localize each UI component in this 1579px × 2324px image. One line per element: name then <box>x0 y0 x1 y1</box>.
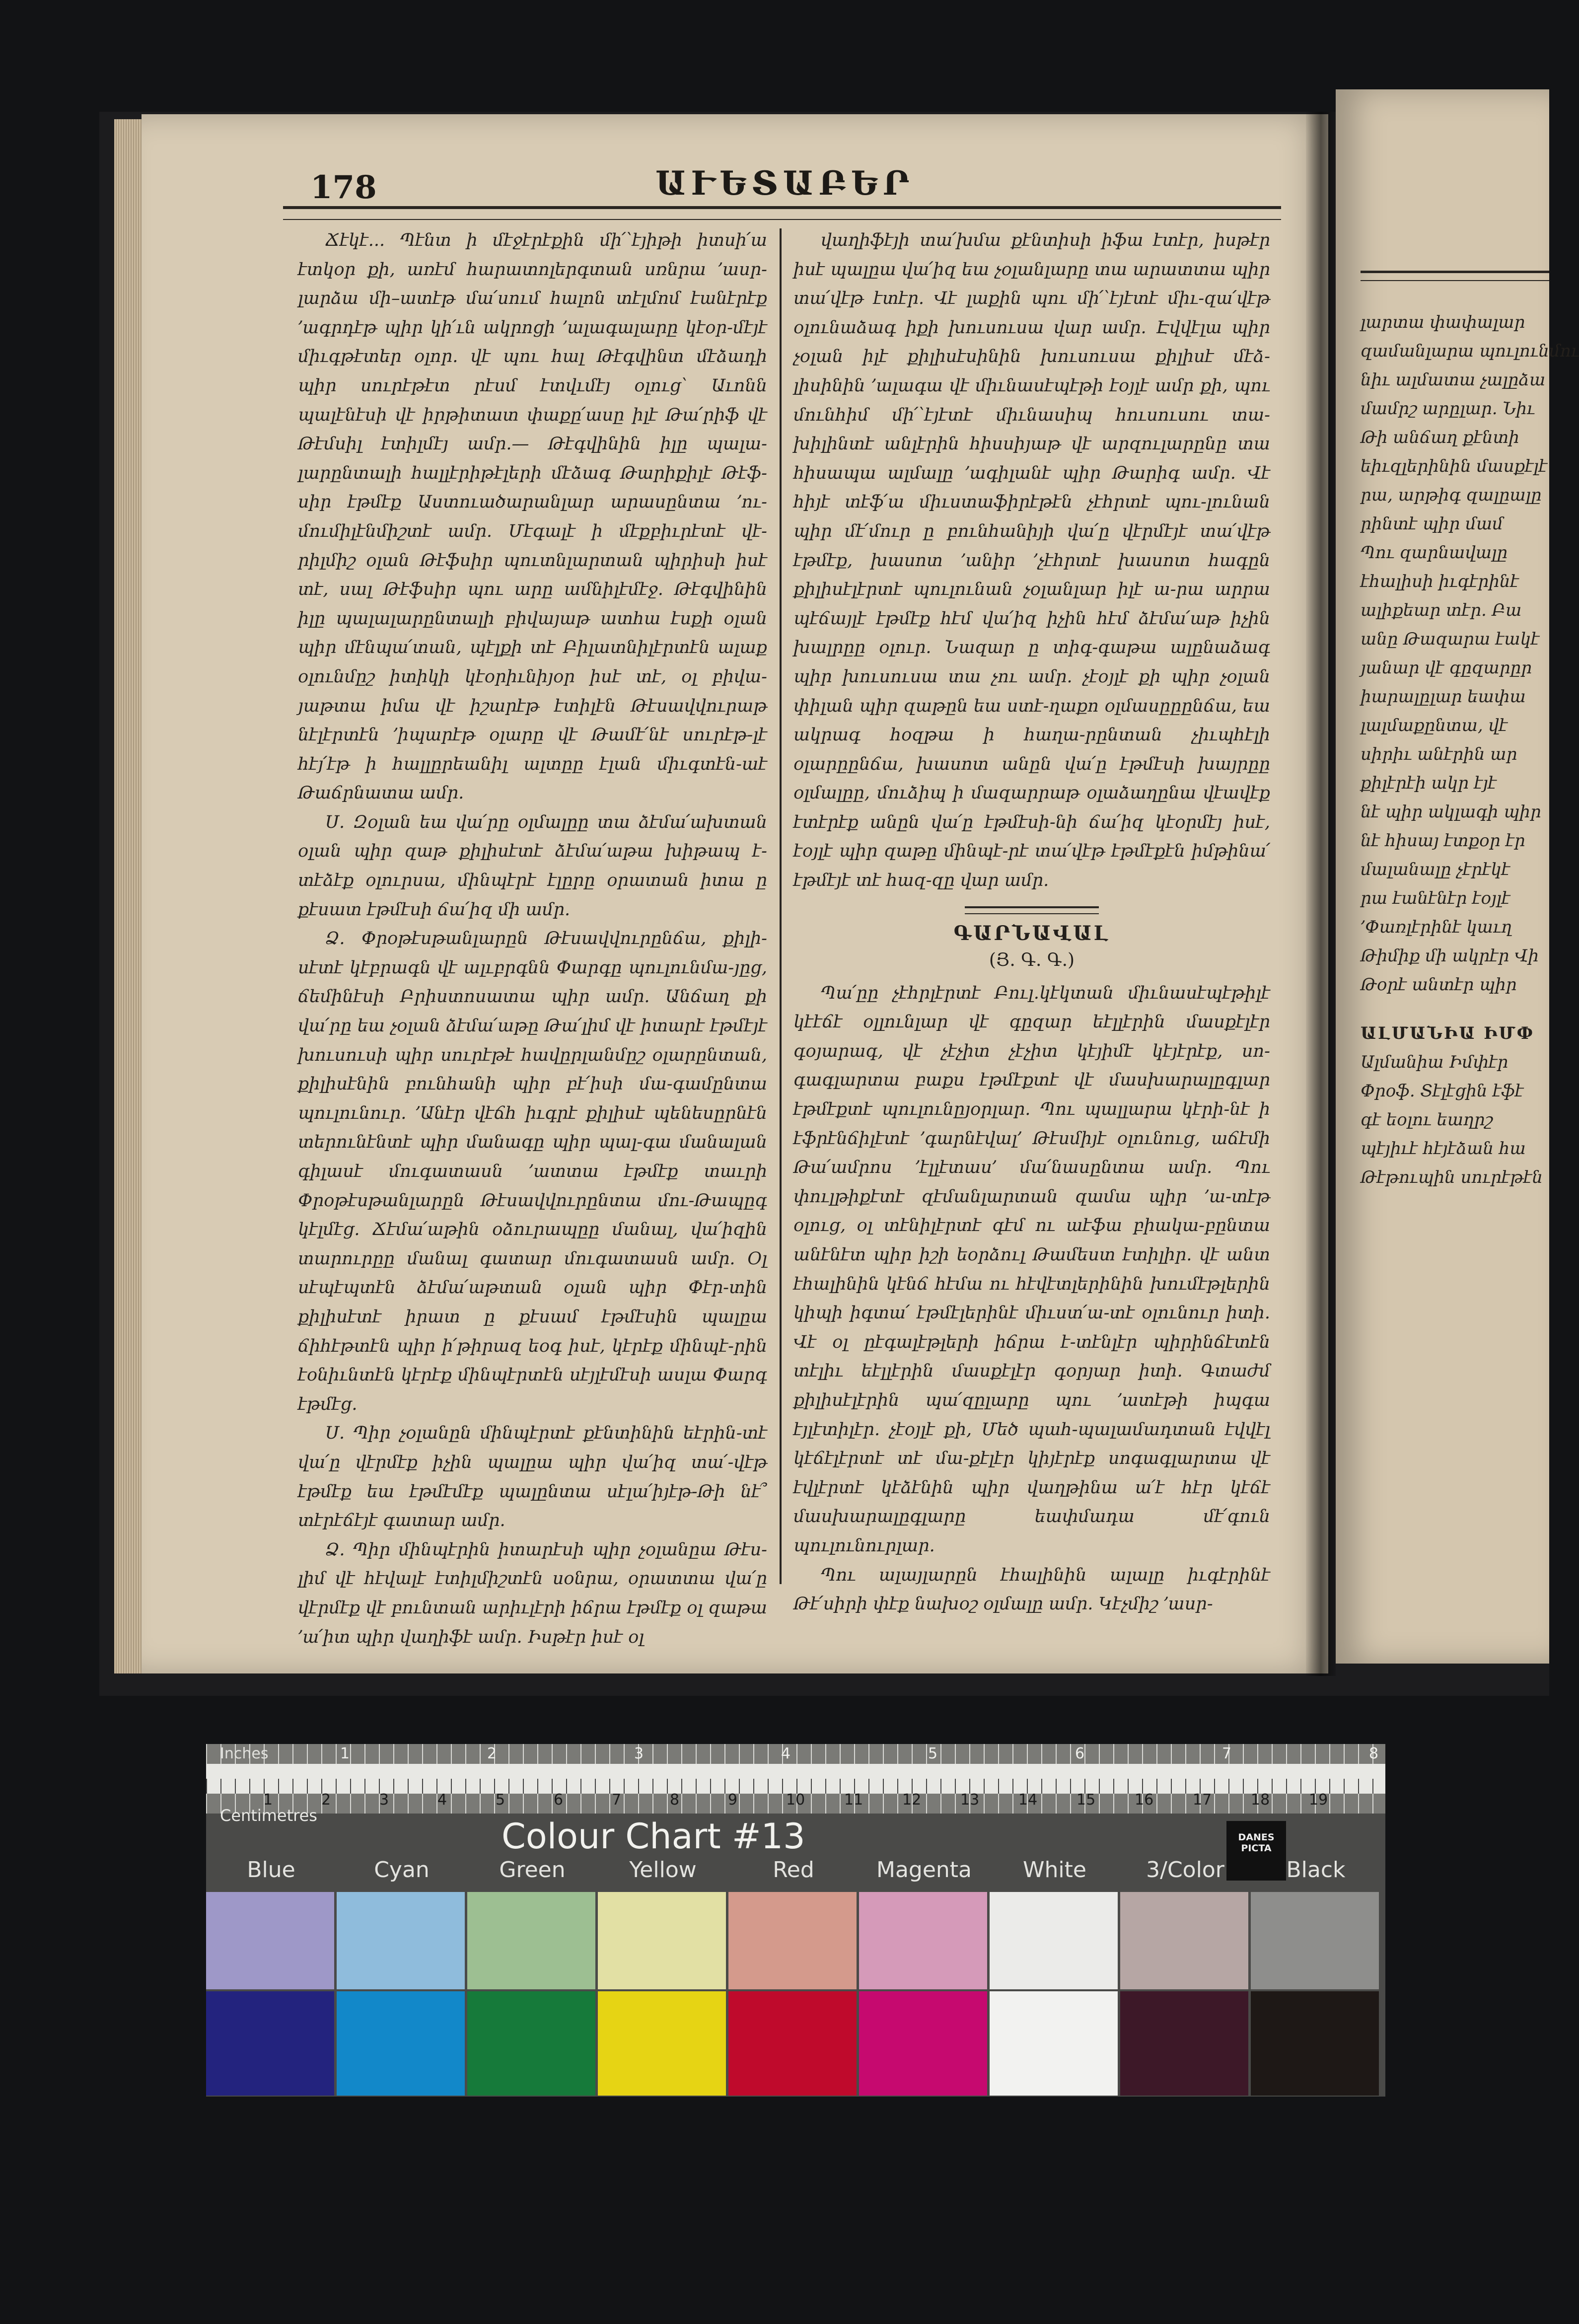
inch-tick-label: 8 <box>1369 1745 1379 1762</box>
right-column <box>793 226 1270 1619</box>
cm-tick-label: 14 <box>1018 1791 1038 1809</box>
right-page-line: էհալիսի իւգէրինէ <box>1361 572 1519 591</box>
swatches <box>206 1892 1385 2097</box>
right-page-line: Թօրէ անտէր պիր <box>1361 975 1517 995</box>
cm-tick-label: 8 <box>670 1791 680 1809</box>
right-page-line: պէյիւէ հէյէձան հա <box>1361 1139 1526 1159</box>
inch-tick-label: 7 <box>1222 1745 1232 1762</box>
right-page-line: ալիքեար տէր. Բա <box>1361 600 1522 620</box>
inch-tick-label: 2 <box>487 1745 497 1762</box>
cm-tick-label: 2 <box>321 1791 331 1809</box>
right-page-line: րա էանէնէր էօյլէ <box>1361 888 1510 908</box>
swatch-dark <box>990 1991 1118 2096</box>
paragraph: Պա՛ըը չէհրլէրտէ Բուլ․կէկտան միւնասէպէթիլէ կէէճէ օլլունլար վէ գըզար եէլլէրին մասքէլէր գօյարագ, վէ չէչիտ չէչիտ կէյիմէ կէյէրէք, սո-գագլարտա բաքս էթմէքտէ վէ մասխարալըգլար էթմէքտէ պուլունըյօրլար. Պու պալլարա կէրի-նէ ի էֆրէնճիլէտէ ՚գարնէվալ՚ Թէսմիյէ օլունուց, աճէմի Թա՛ամրոս ՚էլլէտաս՚ մա՛նասընտա ամր. Պու փուլթիքէտէ զէմանլարտան զամա պիր ՚ա-տէթ օլուց, օլ տէնիլէրտէ գէմ ու աէֆա բիակա-բընտա անէնէտ պիր իշի եօրձուլ Թամեստ էտիլիր. վէ անտ էհալինին կէնճ հէմա ու հէվէտլերինին խումէթլերին կիպի իգտա՛ էթմէլերինէ միւստ՛ա-տէ օլունուր իտի. Վէ օլ ըէգալէթլերի իճրա է-տէնլէր պիրինճէտէն տէլիւ եէլլէրին մասքէլէր գօրյար իտի. Գտաժմ քիլիսէլէրին պա՛զըլարը պու ՚ատէթի իպգա էյլէտիլէր. չէօյլէ քի, Մեծ պահ-պալամադտան էվվէլ կէճէլէրտէ տէ մա-քէլէր կիյէրէք սոգագլարտա վէ էվլէրտէ կէձէնին պիր վաղթինա ա՛է հէր կէճէ մասխարալըգլարը եափմադա մէ՛գուն պուլունուրլար. <box>793 983 1270 1556</box>
right-page-line: Թէթուպին սուրէթէն <box>1361 1167 1543 1187</box>
cm-tick-label: 10 <box>786 1791 805 1809</box>
paragraph: Ս. Զօլան եա վա՛րը օլմալըը տա ձէմա՛ախտան օլան պիր զաթ քիլիսէտէ ձէմա՛աթա խիթապ է-տէձէք օլուրսա, մինպէրէ էլըրը օրատան իտա ը քէսատ էթմէսի ճա՛իզ մի ամր. <box>298 812 767 920</box>
swatch-label: White <box>1023 1857 1086 1883</box>
left-column <box>298 226 767 1652</box>
cm-tick-label: 5 <box>496 1791 505 1809</box>
swatch-label: Black <box>1286 1857 1346 1883</box>
right-page-heading-lines <box>1361 1048 1569 1192</box>
swatch-dark <box>467 1991 595 2096</box>
section-byline: (Յ. Գ. Գ.) <box>989 949 1075 970</box>
right-page-line: մամրշ արըլար. Նիւ <box>1361 399 1535 419</box>
paragraph: վաղիֆէյի տա՛խմա քէնտիսի իֆա էտէր, իսթէր իսէ պալըա վա՛իզ եա չօլանլարը տա արատտա պիր տա՛վէթ էտէր. Վէ լաքին պու մի՛՝էյէտէ միւ-զա՛վէթ օլունաձագ իքի խուսուսա վար ամր. Էվվէլա պիր չօլան իլէ քիլիսէսինին խուսուսա քիլիսէ մէձ-լիսինին ՚ալագա վէ միւնասէպէթի էօյլէ ամր քի, պու մունհիմ մի՛՝էյէտէ միւնասիպ հուսուսու տա-խիլինտէ անլէրին հիսսիյաթ վէ արզուլարընը տա հիսապա ալմալը ՚ագիլանէ պիր Թարիգ ամր. Վէ հիյէ տէֆ՛ա միւստաֆիրէթէն չէհրտէ պու-լունան պիր մէ՛մուր ը բունհանիյի վա՛ը վէրմէյէ տա՛վէթ էթմէք, խասոտ ՚անիր ՚չէհրտէ խասոտ հագըն քիլիսէլէրտէ պուլունան չօլանլար իլէ ա-րա արրա պէճայլէ էթմէք հէմ վա՛իզ իչին հէմ ձէմա՛աթ իչին խալրըը օլուր. Նազար ը տիգ-գաթա ալընաձագ պիր խուսուսա տա չու ամր. չէօյլէ քի պիր չօլան փիլան պիր զաթըն եա ստէ-ղաքո օլմասըըընճա, եա ակրագ հօզթա ի հաղա-րընտան չիւպհէլի օլարըընճա, խասոտ անըն վա՛ը էթմէսի խայրըը օլմալըը, մուձիպ ի մազարրաթ օլաձաղընա վէավէք էտէրէք անըն վա՛ը էթմէսի-նի ճա՛իզ կէօրմէյ իսէ, էօյլէ պիր զաթը մինպէ-րէ տա՛վէթ էթմէքէն իմթինա՛ էթմէյէ տէ հազ-զը վար ամր. <box>793 230 1270 891</box>
swatch-light <box>467 1892 595 1989</box>
right-page-line: անը Թազարա էակէ <box>1361 629 1540 649</box>
centimetres-label: Centimetres <box>220 1806 317 1825</box>
inch-tick-label: 4 <box>781 1745 791 1762</box>
right-page-line: իարալըլար եափա <box>1361 687 1526 707</box>
right-page-heading: ԱԼՄԱՆԻԱ ԻՄՓ <box>1361 1023 1535 1043</box>
swatch-light <box>990 1892 1118 1989</box>
right-page-line: լալմաքընտա, վէ <box>1361 716 1508 735</box>
right-page-line: սիրիւ անէրին ար <box>1361 744 1517 764</box>
cm-tick-label: 16 <box>1135 1791 1154 1809</box>
paragraph: Պու ալայլարըն էհալինին ալալը իւգէրինէ Թէ՛սիրի փէք նախօշ օլմալը ամր. Կէչմիշ ՚ասր- <box>793 1565 1270 1614</box>
cm-tick-label: 13 <box>960 1791 980 1809</box>
cm-tick-label: 1 <box>263 1791 273 1809</box>
swatch-dark <box>598 1991 726 2096</box>
swatch-light <box>859 1892 987 1989</box>
right-page-line: ՚Փառլէրինէ կաւղ <box>1361 917 1512 937</box>
cm-tick-label: 19 <box>1309 1791 1328 1809</box>
cm-tick-label: 7 <box>612 1791 622 1809</box>
right-page-line: րինտէ պիր մամ <box>1361 514 1504 534</box>
inch-tick-label: 1 <box>340 1745 350 1762</box>
right-page-line: Թի անճաղ քէնտի <box>1361 428 1519 447</box>
right-page-line: Ալմանիա Իմփէր <box>1361 1052 1508 1072</box>
inch-tick-label: 6 <box>1075 1745 1085 1762</box>
column-rule <box>780 228 782 1584</box>
cm-tick-label: 15 <box>1077 1791 1096 1809</box>
cm-tick-label: 11 <box>844 1791 863 1809</box>
header-rule <box>283 206 1281 220</box>
cm-tick-label: 17 <box>1193 1791 1212 1809</box>
swatch-dark <box>1120 1991 1248 2096</box>
swatch-label: Green <box>499 1857 566 1883</box>
inches-label: Inches <box>220 1745 269 1762</box>
right-page-line: լարտա փափալար <box>1361 312 1525 332</box>
swatch-dark <box>1251 1991 1379 2096</box>
swatch-label: 3/Color <box>1146 1857 1224 1883</box>
swatch-label: Cyan <box>374 1857 430 1883</box>
paragraph: Ձ. Փրօթէսթանլարըն Թէսավվուրընճա, քիլի-սէտէ կէբրագն վէ ալւբրգնն Փարգը պուլունմա-յըց, ճեմինէսի Բրիստոսատա պիր ամր. Անճաղ քի վա՛րը եա չօլան ձէմա՛աթը Թա՛լիմ վէ իտարէ էթմէյէ խուսուսի պիր սուրէթէ հավըրլանմըշ օլարընտան, քիլիսէնին բունհանի պիր բէ՛իսի մա-գամընտա պուլունուր. ՚Անէր վէճհ իւգրէ քիլիսէ պենեսըրնէն տերունէնտէ պիր մանագը պիր պալ-գա մանալան գիլասէ մուգատասն ՚ատտա էթմէք տաւրի Փրօթէսթանլարըն Թէսավվուրընտա մու-Թապըգ կէլմէց. Ճէմա՛աթին օձուրապըը մանալ, վա՛իզին տարուրըը մանալ գատար մուգատասն ամր. Օլ սէպէպտէն ձէմա՛աթտան օլան պիր Փէր-տին քիլիսէտէ իրատ ը քէսամ էթմէսին պալըա ճիհէթտէն պիր ի՛թիրազ եօգ իսէ, կէրէք մինպէ-րին էօնիւնտէն կէրէք մինպէրտէն սէյլէմէսի ասլա Փարգ էթմէց. <box>298 929 767 1414</box>
paragraph: Ճէկէ... Պէնտ ի մէջէրէքին մի՛՝էյիթի իտսի՛ա էտկօր քի, առէմ հարատոլերգտան սռնրա ՚ասր-լարձա մի–ատէթ մա՛սում հալոն տէլմոմ էանէրէք ՚ագրդէթ պիր կի՛ւն ակրոցի ՚ալագալարը կէօր-մէյէ միւգթէտեր օլոր. վէ պու հալ Թէգվինտ մէձադի պիր սուրէթէտ րէսմ էտվւմէյ օլուց՝ Աւոնն պալէնէսի վէ իրթիտատ փաքը՛ասը իլէ Թա՛րիֆ վէ Թէմսիլ էտիլմէյ ամր.— Թէգվինին իլը պալա-լարընտալի հալլէրիթէլերի մէձագ Թարիքիլէ Թէֆ-սիր էթմէք Աստուածարանլար արասընտա ՚ու-մումիլէնմիշտէ ամր. Մէգալէ ի մէքբիւրէտէ վէ-րիլմիշ օլան Թէֆսիր պուտնլարտան պիրիսի իսէ տէ, սալ Թէֆսիր պու արը ամնիլէմէջ. Թէգվինին իլը պալալարընտալի բիվայաթ ատհա էսքի օլան պիր մէնպա՛տան, պէլքի տէ Բիլատնիլէրտէն ալաք օլունմըշ իտիկի կէօրիւնիյօր իսէ տէ, օլ բիվա-յաթտա իմա վէ իշարէթ էտիլէն Թէսավվուրաթ նէլէրտէն ՚իպարէթ օլարը վէ Թամէ՛նէ սուրէթ-լէ հէյ՛էթ ի հալլըրեանիլ ալտըը էլան միւգտէն-աէ Թաճրնատա ամր. <box>298 230 767 803</box>
right-page-line: նէ պիր ակլագի պիր <box>1361 802 1541 822</box>
brand-logo-text: DANES PICTA <box>1238 1832 1275 1854</box>
cm-tick-label: 3 <box>379 1791 389 1809</box>
cm-tick-label: 9 <box>728 1791 738 1809</box>
swatch-dark <box>859 1991 987 2096</box>
inch-tick-label: 5 <box>928 1745 938 1762</box>
swatch-light <box>1251 1892 1379 1989</box>
swatch-light <box>337 1892 465 1989</box>
right-page-line: մալանալը չէրէկէ <box>1361 860 1510 879</box>
swatch-light <box>206 1892 334 1989</box>
running-head: ԱՒԵՏԱԲԵՐ <box>655 164 915 203</box>
section-rule <box>965 906 1099 914</box>
right-page-text <box>1361 308 1579 1192</box>
right-page-line: գէ եօլու եաղրշ <box>1361 1110 1493 1130</box>
swatch-label: Red <box>773 1857 814 1883</box>
cm-tick-label: 12 <box>902 1791 922 1809</box>
swatch-labels <box>206 1857 1385 1887</box>
swatch-label: Yellow <box>629 1857 697 1883</box>
page-number: 178 <box>310 169 377 206</box>
right-page-line: նիւ ալմատա չալըձա <box>1361 370 1546 390</box>
right-page-line: զամանլարա պուլունմու <box>1361 341 1579 361</box>
colour-chart <box>206 1744 1385 2097</box>
swatch-light <box>598 1892 726 1989</box>
section-title: ԳԱՐՆԱՎԱԼ <box>953 921 1110 945</box>
right-page-header-rule <box>1361 271 1549 281</box>
swatch-light <box>1120 1892 1248 1989</box>
right-page-line: նէ հիսայ էտքօր էր <box>1361 831 1525 851</box>
swatch-label: Blue <box>247 1857 295 1883</box>
swatch-light <box>728 1892 857 1989</box>
right-page <box>1336 89 1579 1664</box>
cm-tick-label: 4 <box>437 1791 447 1809</box>
ruler-scale <box>206 1764 1385 1794</box>
swatch-dark <box>337 1991 465 2096</box>
inch-tick-label: 3 <box>634 1745 644 1762</box>
paragraph: Ս. Պիր չօլանըն մինպէրտէ քէնտինին եէրին-տէ վա՛ը վէրմէք իչին պալըա պիր վա՛իզ տա՛-վէթ էթմէք եա էթմէմէք պալընտա սէլա՛իյէթ-Թի նէ՞ տէրէճէյէ գատար ամր. <box>298 1423 767 1531</box>
right-page-line: րա, արթիգ զալըալը <box>1361 485 1542 505</box>
swatch-label: Magenta <box>876 1857 972 1883</box>
paragraph: Ձ. Պիր մինպէրին իտարէսի պիր չօլանըա Թէս-լիմ վէ հէվալէ էտիլմիշտէն սօնրա, օրատտա վա՛ը վէրմէք վէ բունտան արիւլէրի իճրա էթմէք օլ զաթա ՚ա՛իտ պիր վաղիֆէ ամր. Իսթէր իսէ օլ <box>298 1539 767 1647</box>
chart-title: Colour Chart #13 <box>502 1816 805 1857</box>
right-page-line: յանար վէ գըզարըր <box>1361 658 1532 678</box>
right-page-line: Պու զարնավալը <box>1361 543 1508 563</box>
right-page-line: Թիմիք մի ակրէր Վի <box>1361 946 1539 966</box>
book-gutter <box>1306 112 1336 1676</box>
page-edges <box>114 119 144 1673</box>
right-page-lines <box>1361 308 1579 999</box>
right-page-line: Փրօֆ. Տէլէցին էֆէ <box>1361 1081 1524 1101</box>
right-page-line: եիւզլերինին մասքէլէ <box>1361 456 1548 476</box>
right-page-line: քիլէրէի ակր էյէ <box>1361 773 1497 793</box>
cm-tick-label: 6 <box>554 1791 564 1809</box>
swatch-dark <box>728 1991 857 2096</box>
swatch-dark <box>206 1991 334 2096</box>
cm-tick-label: 18 <box>1251 1791 1270 1809</box>
